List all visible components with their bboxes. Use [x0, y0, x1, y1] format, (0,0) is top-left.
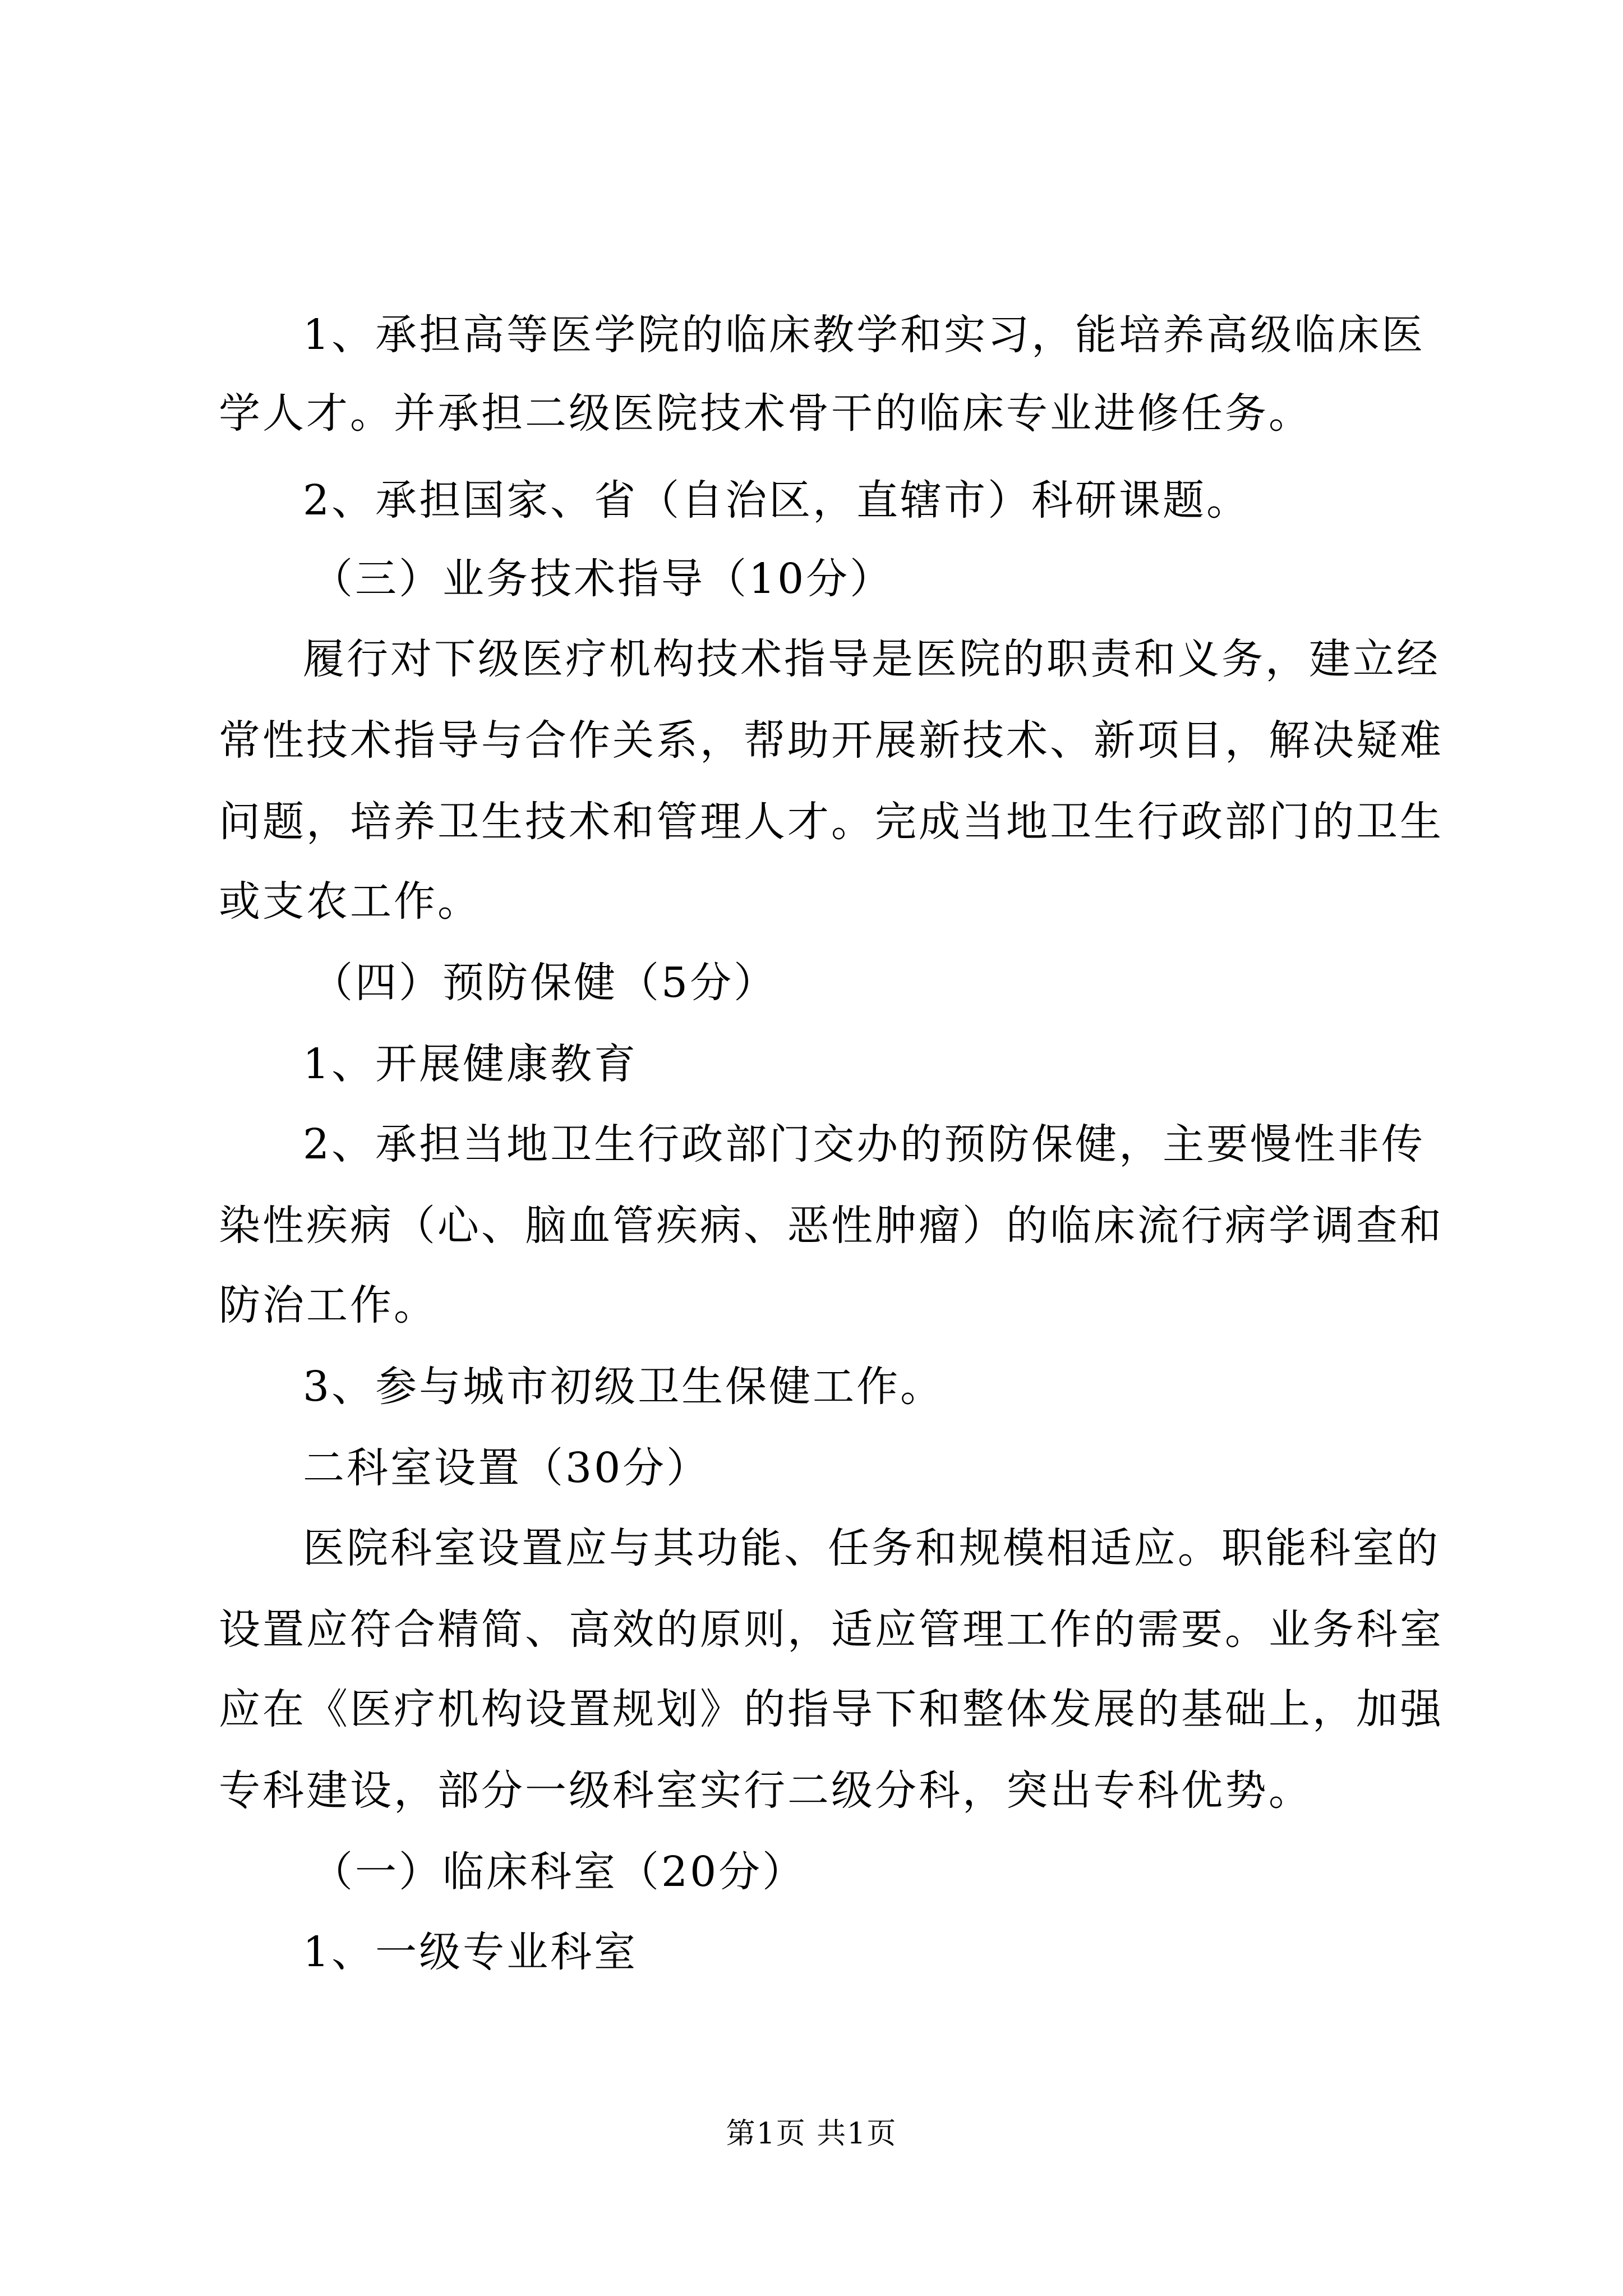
- section-heading: （一）临床科室（20分）: [311, 1848, 806, 1896]
- section-heading: 二科室设置（30分）: [303, 1444, 711, 1492]
- paragraph-line: 1、开展健康教育: [303, 1040, 638, 1088]
- paragraph-line: 设置应符合精简、高效的原则，适应管理工作的需要。业务科室: [219, 1605, 1444, 1654]
- section-heading: （四）预防保健（5分）: [311, 959, 778, 1007]
- paragraph-line: 问题，培养卫生技术和管理人才。完成当地卫生行政部门的卫生: [219, 798, 1444, 846]
- paragraph-line: 1、一级专业科室: [303, 1928, 638, 1976]
- paragraph-line: 3、参与城市初级卫生保健工作。: [303, 1363, 944, 1411]
- paragraph-line: 2、承担国家、省（自治区，直辖市）科研课题。: [303, 476, 1251, 524]
- paragraph-line: 履行对下级医疗机构技术指导是医院的职责和义务，建立经: [303, 635, 1440, 683]
- paragraph-line: 医院科室设置应与其功能、任务和规模相适应。职能科室的: [303, 1524, 1440, 1572]
- paragraph-line: 学人才。并承担二级医院技术骨干的临床专业进修任务。: [219, 389, 1312, 438]
- paragraph-line: 防治工作。: [219, 1281, 437, 1329]
- paragraph-line: 应在《医疗机构设置规划》的指导下和整体发展的基础上，加强: [219, 1685, 1444, 1733]
- paragraph-line: 1、承担高等医学院的临床教学和实习，能培养高级临床医: [303, 311, 1426, 359]
- paragraph-line: 染性疾病（心、脑血管疾病、恶性肿瘤）的临床流行病学调查和: [219, 1202, 1444, 1250]
- paragraph-line: 常性技术指导与合作关系，帮助开展新技术、新项目，解决疑难: [219, 716, 1444, 765]
- paragraph-line: 2、承担当地卫生行政部门交办的预防保健，主要慢性非传: [303, 1120, 1426, 1168]
- section-heading: （三）业务技术指导（10分）: [311, 555, 894, 603]
- paragraph-line: 或支农工作。: [219, 877, 481, 926]
- paragraph-line: 专科建设，部分一级科室实行二级分科，突出专科优势。: [219, 1766, 1312, 1815]
- page-footer: 第1页 共1页: [726, 2117, 897, 2151]
